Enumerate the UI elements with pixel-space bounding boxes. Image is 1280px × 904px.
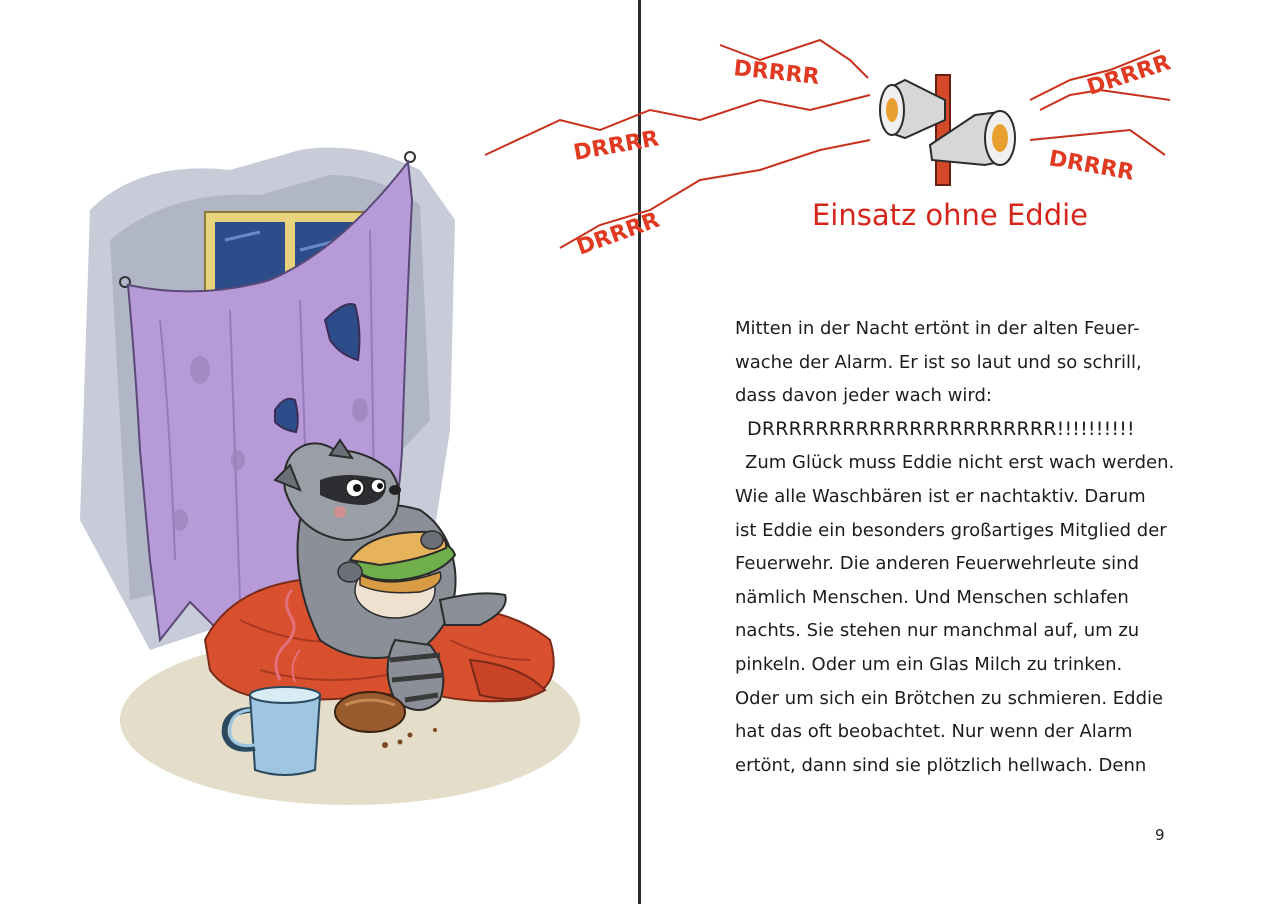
text-line: wache der Alarm. Er ist so laut und so schrill, [735,351,1142,373]
alarm-word: DRRRR [732,56,821,90]
chapter-title: Einsatz ohne Eddie [811,198,1089,232]
alarm-word: DRRRR [1084,50,1174,101]
text-line: hat das oft beobachtet. Nur wenn der Alarm [735,721,1133,743]
text-line: nachts. Sie stehen nur manchmal auf, um zu [735,620,1140,642]
text-line: nämlich Menschen. Und Menschen schlafen [735,586,1129,608]
text-line: Mitten in der Nacht ertönt in der alten Feuer- [735,318,1140,339]
alarm-word: DRRRR [571,126,661,166]
bread-roll [335,692,405,732]
alarm-sound-line: DRRRRRRRRRRRRRRRRRRRRRR!!!!!!!!!! [747,417,1135,440]
story-text [735,312,1185,782]
text-line: Oder um sich ein Brötchen zu schmieren. Eddie [735,687,1164,709]
text-line: ist Eddie ein besonders großartiges Mitglied der [735,519,1167,541]
text-line: Feuerwehr. Die anderen Feuerwehrleute sind [735,553,1140,575]
text-line: ertönt, dann sind sie plötzlich hellwach. Denn [735,754,1147,776]
page-number: 9 [1155,826,1165,844]
text-line: pinkeln. Oder um ein Glas Milch zu trinken. [735,653,1123,675]
raccoon-illustration [0,0,638,904]
text-line: Wie alle Waschbären ist er nachtaktiv. Darum [735,485,1146,507]
text-line: Zum Glück muss Eddie nicht erst wach werden. [745,452,1175,474]
alarm-word: DRRRR [573,207,663,261]
alarm-word: DRRRR [1046,146,1137,186]
text-line: dass davon jeder wach wird: [735,385,992,407]
left-page [0,0,638,904]
hook-right [405,152,415,162]
